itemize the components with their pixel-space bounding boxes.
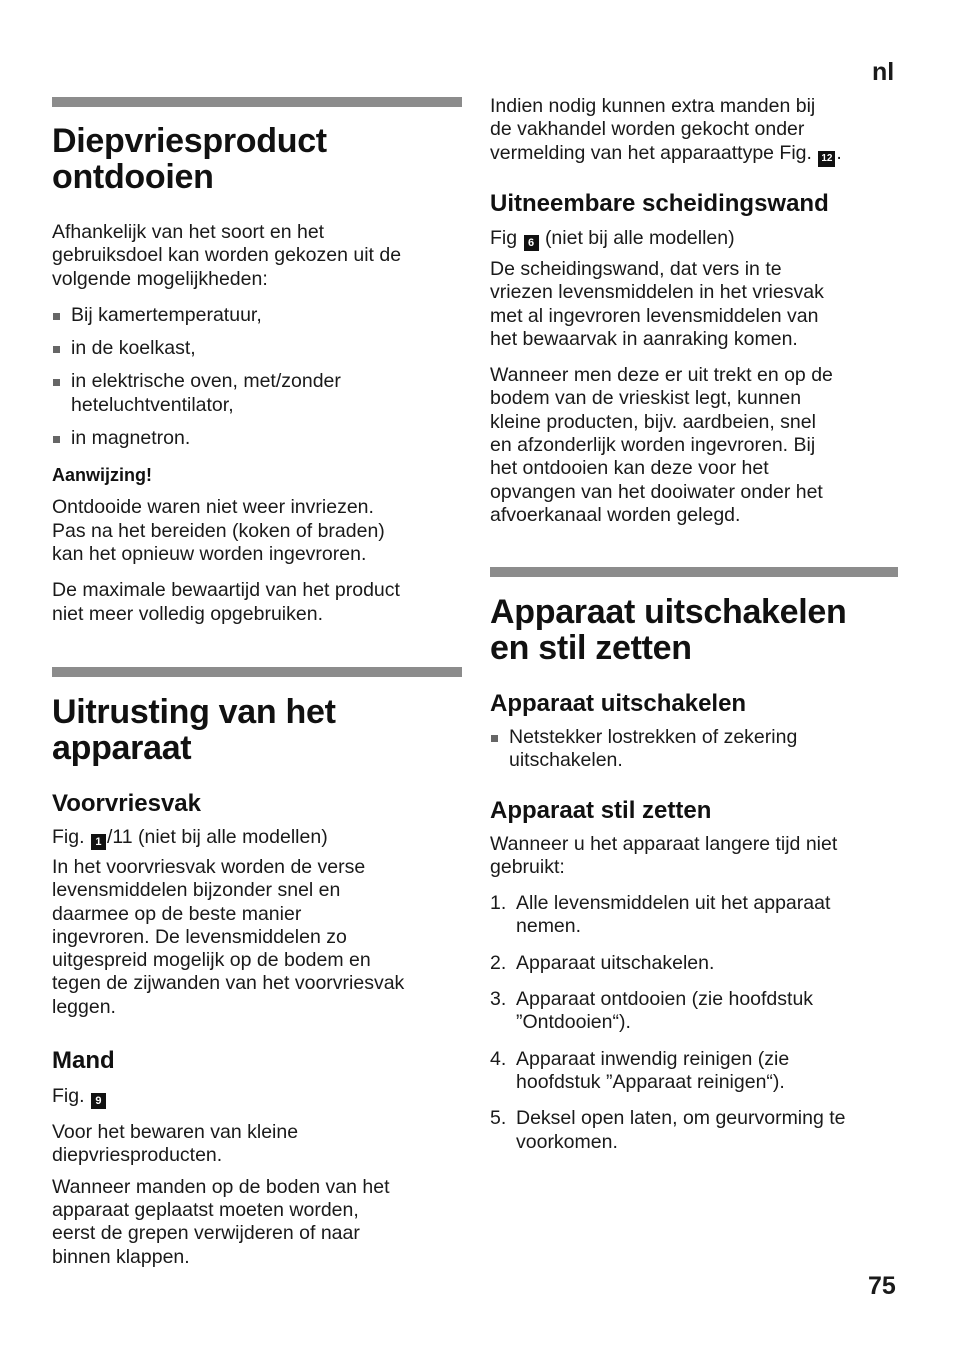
bullet-icon: [491, 735, 498, 742]
bullet-icon: [53, 379, 60, 386]
subsection-title: Uitneembare scheidingswand: [490, 190, 829, 217]
subsection-title: Apparaat uitschakelen: [490, 690, 747, 717]
list-item: in de koelkast,: [52, 337, 462, 360]
figure-number-badge: 6: [524, 235, 539, 251]
language-tag: nl: [872, 58, 895, 86]
note-label: Aanwijzing!: [52, 465, 152, 486]
section-divider-wall: [490, 190, 902, 527]
body-paragraph: Wanneer manden op de boden van het apparaat geplaatst moeten worden, eerst de grepen verwijderen of naar binnen klappen.: [52, 1175, 390, 1268]
section-divider: [52, 667, 462, 677]
list-item: in magnetron.: [52, 427, 462, 450]
subsection-title: Mand: [52, 1047, 115, 1075]
list-item: 4. Apparaat inwendig reinigen (zie hoofdstuk ”Apparaat reinigen“).: [490, 1047, 790, 1093]
body-paragraph: Wanneer men deze er uit trekt en op de bodem van de vrieskist legt, kunnen kleine producten, bijv. aardbeien, snel en afzonderlijk worden ingevroren. Bij het ontdooien kan deze voor het opvangen van het dooiwater onder het afvoerkanaal worden gelegd.: [490, 364, 833, 526]
list-item: 1. Alle levensmiddelen uit het apparaat nemen.: [490, 892, 831, 938]
list-item: Bij kamertemperatuur,: [52, 304, 462, 327]
body-paragraph: In het voorvriesvak worden de verse levensmiddelen bijzonder snel en daarmee op de beste manier ingevroren. De levensmiddelen zo uitgespreid mogelijk op de bodem en tegen de zijwanden van het voorvriesvak leggen.: [52, 856, 405, 1018]
note-paragraph: Ontdooide waren niet weer invriezen. Pas na het bereiden (koken of braden) kan het opnieuw worden ingevroren.: [52, 496, 385, 565]
page-number: 75: [868, 1272, 896, 1300]
list-item: 2. Apparaat uitschakelen.: [490, 951, 715, 974]
body-paragraph: Voor het bewaren van kleine diepvriesproducten.: [52, 1121, 299, 1167]
figure-number-badge: 1: [91, 834, 106, 850]
list-item: 3. Apparaat ontdooien (zie hoofdstuk ”Ontdooien“).: [490, 988, 814, 1034]
figure-reference: Fig. 1 /11 (niet bij alle modellen): [52, 826, 328, 848]
list-item: 5. Deksel open laten, om geurvorming te voorkomen.: [490, 1107, 846, 1153]
body-paragraph: De scheidingswand, dat vers in te vriezen levensmiddelen in het vriesvak met al ingevroren levensmiddelen van het bewaarvak in aanraking komen.: [490, 258, 824, 350]
subsection-title: Voorvriesvak: [52, 790, 201, 817]
subsection-title: Apparaat stil zetten: [490, 796, 712, 824]
body-paragraph: Indien nodig kunnen extra manden bij de vakhandel worden gekocht onder vermelding van het apparaattype Fig. 12 .: [490, 95, 902, 167]
section-title: Uitrusting van het apparaat: [52, 693, 336, 767]
figure-reference: Fig 6 (niet bij alle modellen): [490, 227, 735, 249]
figure-reference: Fig. 9: [52, 1085, 462, 1109]
bullet-icon: [53, 436, 60, 443]
section-title: Apparaat uitschakelen en stil zetten: [490, 593, 847, 667]
section-title: Diepvriesproduct ontdooien: [52, 122, 327, 196]
section-equipment: [52, 667, 462, 1269]
section-divider: [490, 567, 898, 577]
section-defrost: [52, 97, 462, 626]
list-item: in elektrische oven, met/zonder heteluchtventilator,: [52, 370, 462, 417]
intro-paragraph: Afhankelijk van het soort en het gebruiksdoel kan worden gekozen uit de volgende mogelijkheden:: [52, 221, 402, 290]
body-paragraph: Wanneer u het apparaat langere tijd niet gebruikt:: [490, 832, 838, 878]
section-switch-off: [490, 567, 898, 1154]
figure-number-badge: 12: [818, 151, 835, 167]
defrost-options-list: [52, 304, 462, 450]
storage-paragraph: De maximale bewaartijd van het product niet meer volledig opgebruiken.: [52, 579, 400, 625]
bullet-icon: [53, 313, 60, 320]
list-item: Netstekker lostrekken of zekering uitschakelen.: [490, 726, 898, 773]
steps-list: [490, 892, 898, 1154]
figure-number-badge: 9: [91, 1093, 106, 1109]
switch-off-list: [490, 726, 898, 773]
bullet-icon: [53, 346, 60, 353]
section-divider: [52, 97, 462, 107]
extra-baskets-note: [490, 95, 902, 167]
